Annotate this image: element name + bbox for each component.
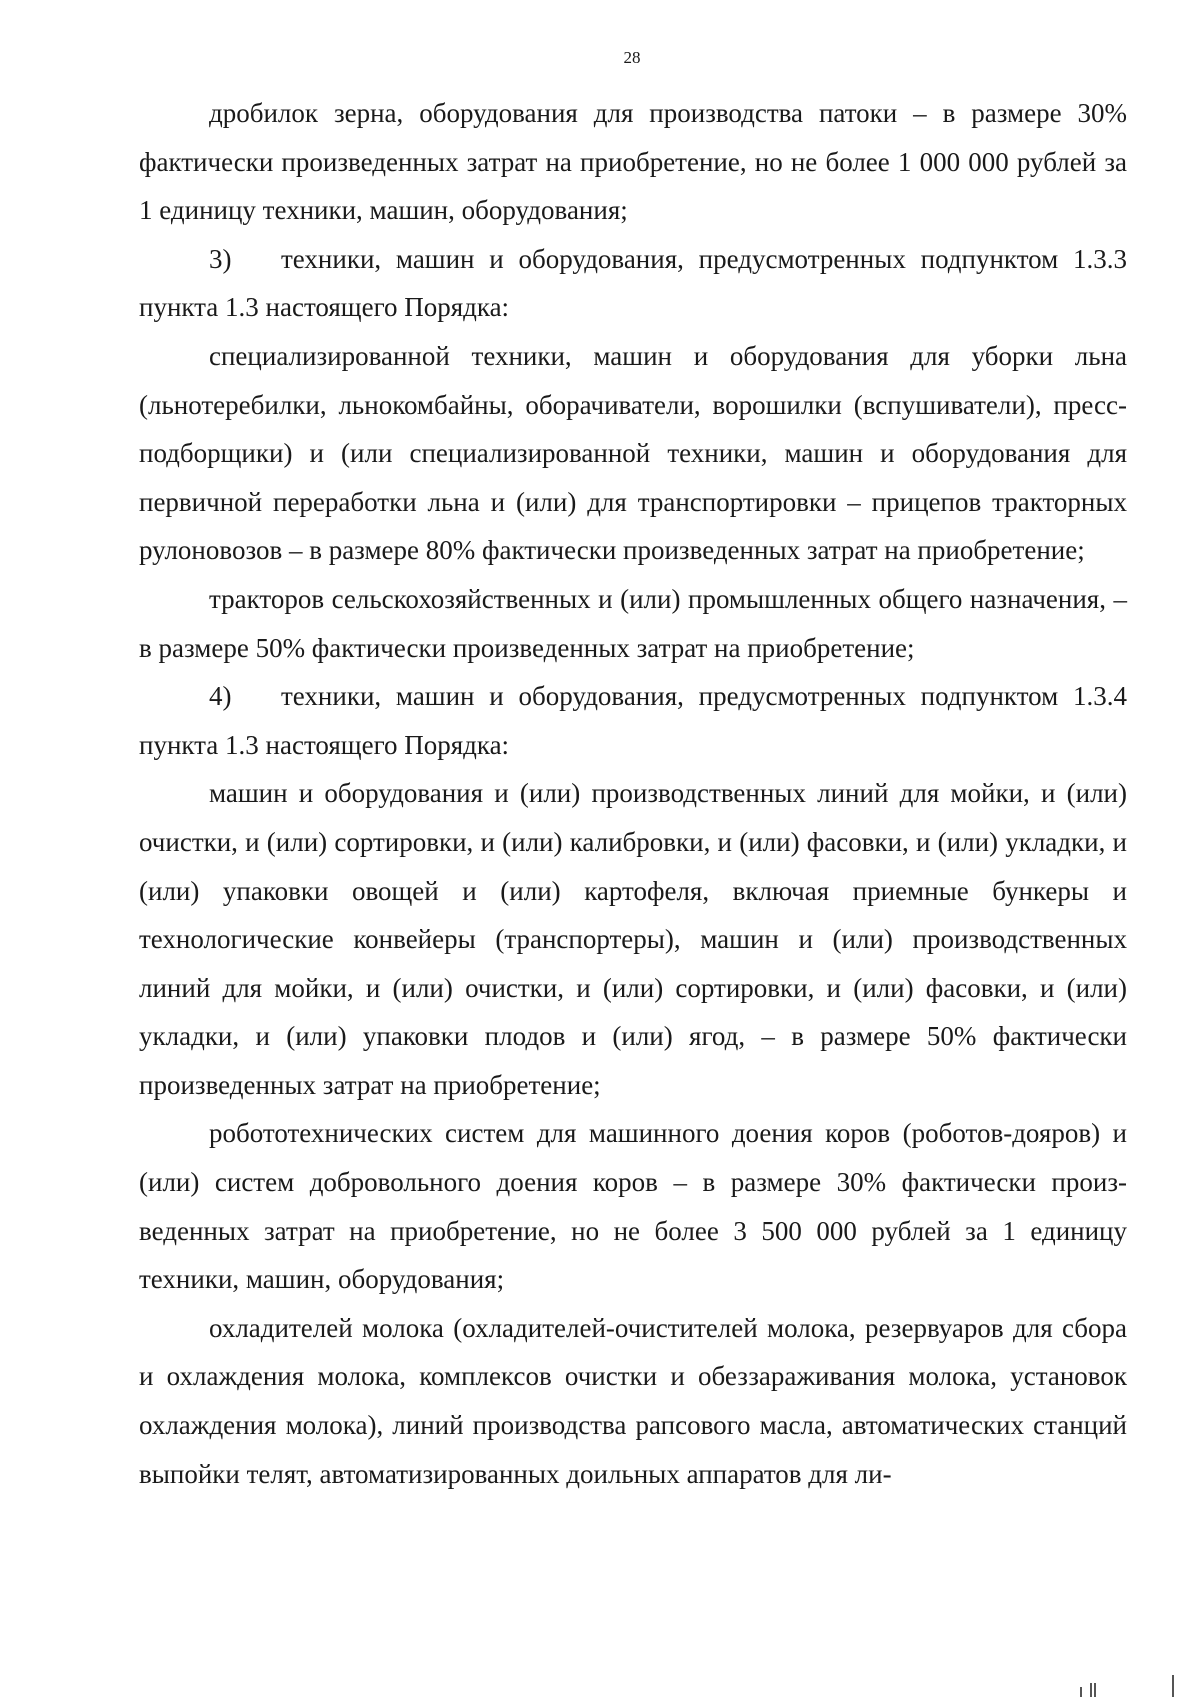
paragraph-text: специализированной техники, машин и оборудования для уборки льна (льнотеребилки, льнокомбайны, оборачиватели, ворошилки (вспушиватели), пресс-подборщики) и (или специализированной техники, машин и оборудования для первичной переработки льна и (или) для транспортировки – прицепов тракторных рулоновозов – в размере 80% фактически произведенных затрат на приобретение;: [139, 340, 1127, 566]
paragraph-text: дробилок зерна, оборудования для производства патоки – в размере 30% фактически произведенных затрат на приобретение, но не более 1 000 000 рублей за 1 единицу техники, машин, оборудования;: [139, 98, 1127, 226]
paragraph-text: машин и оборудования и (или) производственных линий для мойки, и (или) очистки, и (или) сортировки, и (или) калибровки, и (или) фасовки, и (или) укладки, и (или) упаковки овощей и (или) картофеля, включая приемные бункеры и технологические конвейеры (транспортеры), машин и (или) производственных линий для мойки, и (или) очистки, и (или) сортировки, и (или) фасовки, и (или) укладки, и (или) упаковки плодов и (или) ягод, – в размере 50% фактически произведенных затрат на приобретение;: [139, 778, 1127, 1100]
scan-mark: [1172, 1675, 1174, 1697]
list-item-3: [139, 235, 1127, 332]
scan-artifact-marks: [1072, 1673, 1182, 1697]
scan-mark: [1090, 1683, 1092, 1697]
paragraph: [139, 1109, 1127, 1303]
scan-mark: [1080, 1687, 1082, 1697]
paragraph-text: тракторов сельскохозяйственных и (или) промышленных общего назначения, – в размере 50% фактически произведенных затрат на приобретение;: [139, 583, 1127, 663]
list-number: 4): [209, 681, 232, 712]
page-number: 28: [623, 48, 641, 67]
paragraph-text: техники, машин и оборудования, предусмотренных подпунктом 1.3.3 пункта 1.3 настоящего Порядка:: [139, 243, 1127, 323]
body-text: [139, 89, 1127, 1498]
paragraph-continuation: [139, 89, 1127, 235]
scan-mark: [1094, 1683, 1096, 1697]
paragraph-text: охладителей молока (охладителей-очистителей молока, резервуаров для сбора и охлаждения молока, комплексов очистки и обеззараживания молока, установок охлаждения молока), линий производства рапсового масла, автоматических станций выпойки телят, автоматизированных доильных аппаратов для ли-: [139, 1312, 1127, 1489]
list-number: 3): [209, 243, 232, 274]
paragraph: [139, 332, 1127, 575]
list-item-4: [139, 672, 1127, 769]
paragraph: [139, 1304, 1127, 1498]
paragraph-text: робототехнических систем для машинного доения коров (роботов-дояров) и (или) систем добровольного доения коров – в размере 30% фактически произведенных затрат на приобретение, но не более 3 500 000 рублей за 1 единицу техники, машин, оборудования;: [139, 1118, 1127, 1295]
paragraph-text: техники, машин и оборудования, предусмотренных подпунктом 1.3.4 пункта 1.3 настоящего Порядка:: [139, 681, 1127, 760]
paragraph: [139, 575, 1127, 672]
paragraph: [139, 769, 1127, 1109]
